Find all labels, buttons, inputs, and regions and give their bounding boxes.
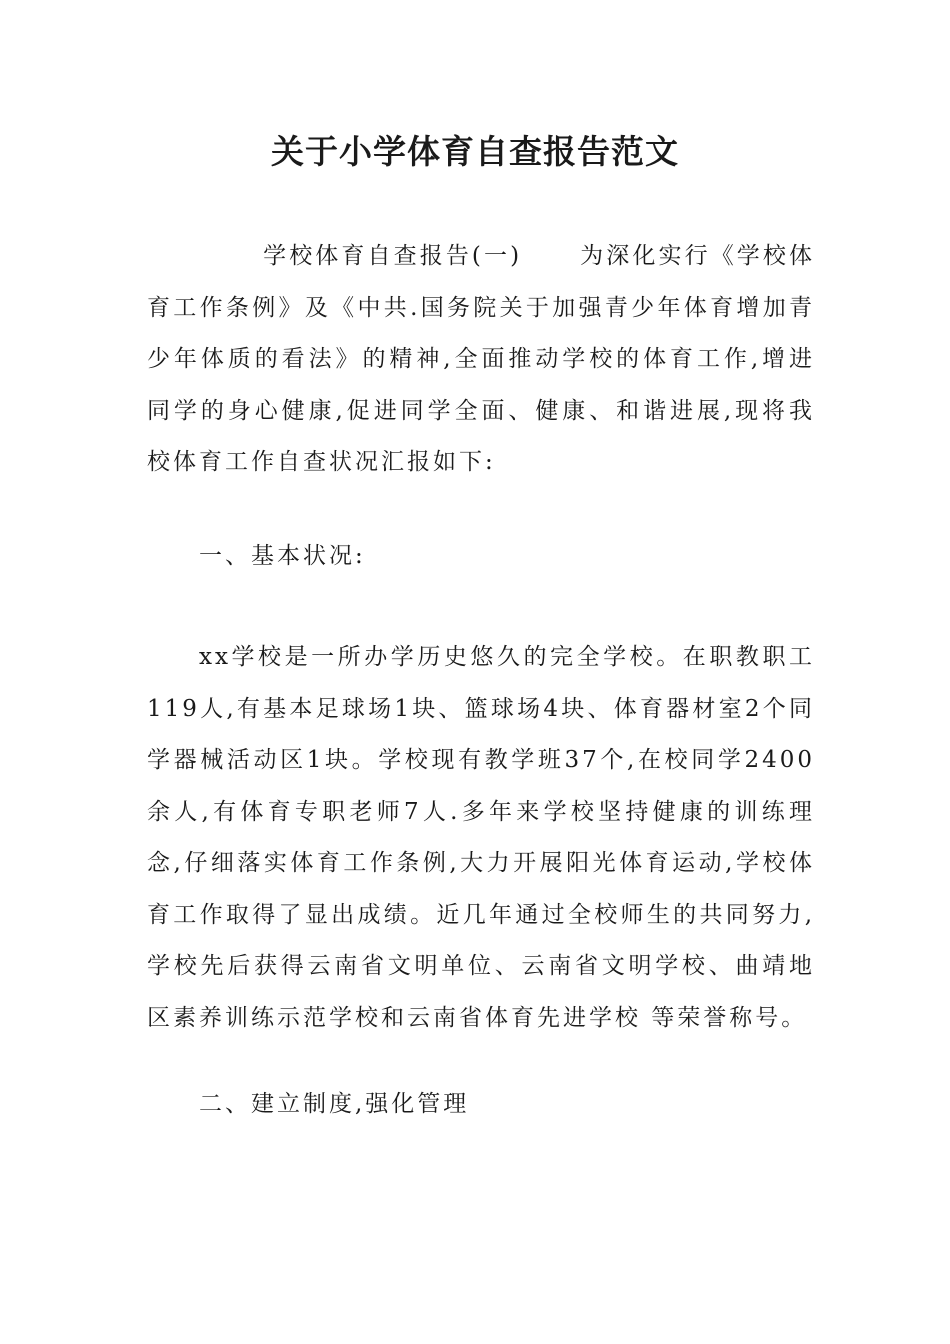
- section-heading-system-management: [147, 1079, 815, 1131]
- basic-status-paragraph: xx学校是一所办学历史悠久的完全学校。在职教职工119人,有基本足球场1块、篮球场4块、体育器材室2个同学器械活动区1块。学校现有教学班37个,在校同学2400余人,有体育专职老师7人.多年来学校坚持健康的训练理念,仔细落实体育工作条例,大力开展阳光体育运动,学校体育工作取得了显出成绩。近几年通过全校师生的共同努力,学校先后获得云南省文明单位、云南省文明学校、曲靖地区素养训练示范学校和云南省体育先进学校 等荣誉称号。: [147, 644, 815, 1031]
- intro-label: 学校体育自查报告(一): [263, 243, 523, 269]
- section-heading-basic-status: [147, 531, 815, 583]
- section-heading-text: 一、基本状况:: [199, 543, 366, 569]
- intro-paragraph: [147, 231, 815, 489]
- section-heading-text: 二、建立制度,强化管理: [199, 1091, 470, 1117]
- intro-text: 为深化实行《学校体育工作条例》及《中共.国务院关于加强青少年体育增加青少年体质的看法》的精神,全面推动学校的体育工作,增进同学的身心健康,促进同学全面、健康、和谐进展,现将我校体育工作自查状况汇报如下:: [147, 243, 815, 475]
- document-title: 关于小学体育自查报告范文: [271, 132, 679, 171]
